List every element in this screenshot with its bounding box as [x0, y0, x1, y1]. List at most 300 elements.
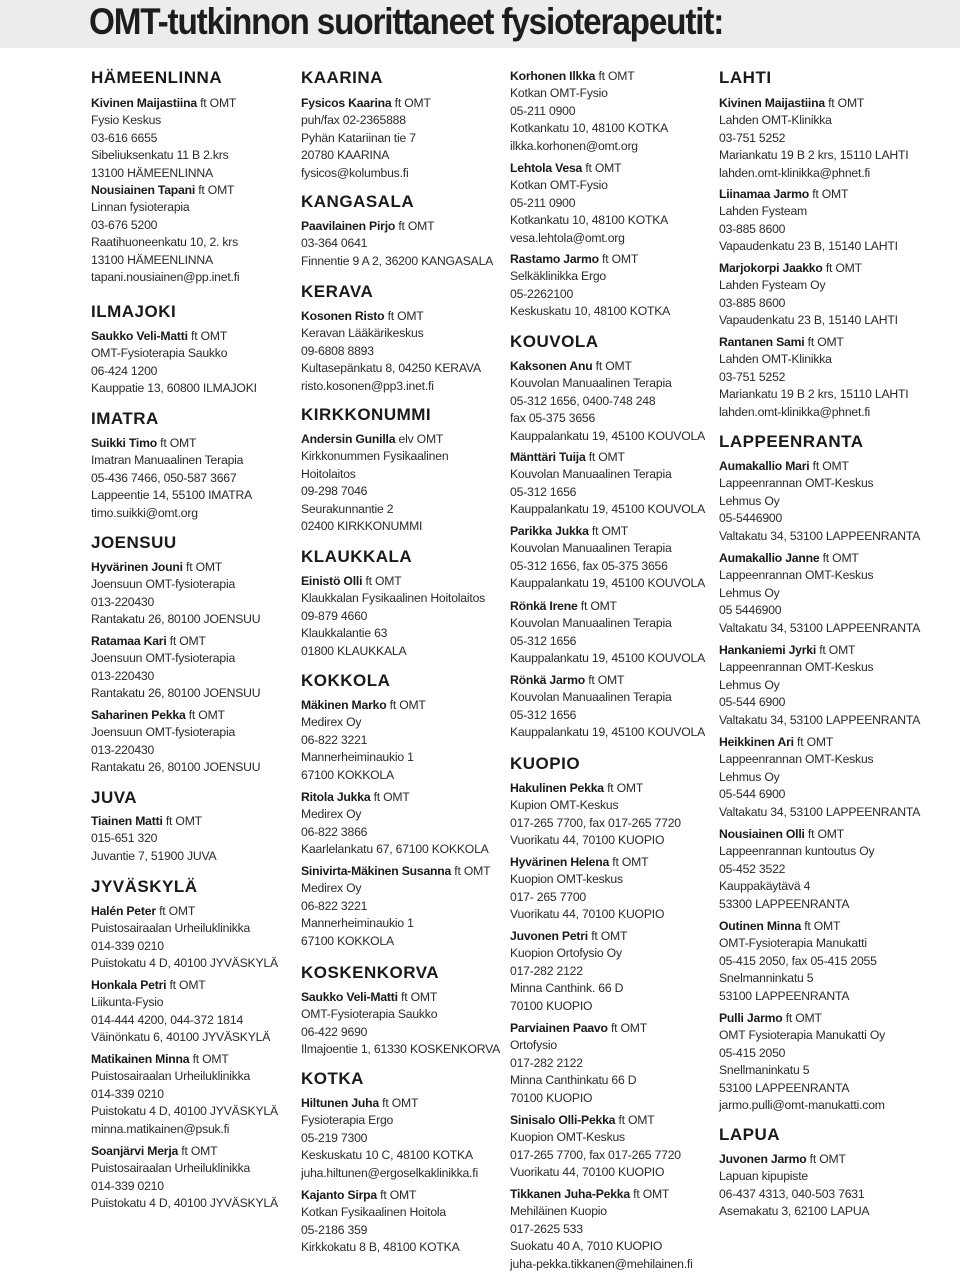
contact-line: 06-437 4313, 040-503 7631 — [719, 1186, 865, 1201]
therapist-entry — [719, 1010, 885, 1114]
therapist-name: Saukko Veli-Matti — [91, 329, 188, 343]
therapist-entry — [91, 813, 216, 865]
therapist-title: ft OMT — [797, 735, 834, 749]
contact-line: 09-879 4660 — [301, 608, 368, 623]
contact-line: Liikunta-Fysio — [91, 995, 164, 1010]
therapist-name-line — [719, 918, 877, 935]
therapist-name: Hakulinen Pekka — [510, 781, 604, 795]
contact-line: puh/fax 02-2365888 — [301, 113, 406, 128]
title-banner — [0, 0, 960, 48]
contact-line: Klaukkalan Fysikaalinen Hoitolaitos — [301, 591, 486, 606]
contact-line: 06-822 3221 — [301, 732, 368, 747]
contact-line: 017-282 2122 — [510, 963, 583, 978]
contact-line: Rantakatu 26, 80100 JOENSUU — [91, 760, 261, 775]
contact-line: 05 5446900 — [719, 603, 782, 618]
therapist-name-line — [301, 431, 448, 448]
therapist-title: ft OMT — [191, 329, 228, 343]
therapist-entry — [719, 918, 877, 1005]
contact-line: Lahden Fysteam — [719, 204, 807, 219]
therapist-name-line — [301, 1187, 460, 1204]
therapist-title: ft OMT — [181, 1144, 218, 1158]
contact-line: 013-220430 — [91, 594, 155, 609]
city-heading: LAPPEENRANTA — [719, 432, 864, 451]
city-heading: JUVA — [91, 788, 138, 807]
city-heading: KOUVOLA — [510, 332, 599, 351]
contact-line: Keravan Lääkärikeskus — [301, 326, 424, 341]
therapist-name-line — [91, 1051, 278, 1068]
therapist-entry — [91, 182, 239, 286]
therapist-name-line — [91, 435, 252, 452]
therapist-name: Halén Peter — [91, 904, 156, 918]
email-link[interactable]: ilkka.korhonen@omt.org — [510, 138, 638, 153]
contact-line: Kuopion Ortofysio Oy — [510, 946, 622, 961]
contact-line: Kauppalankatu 19, 45100 KOUVOLA — [510, 428, 706, 443]
contact-line: Kauppalankatu 19, 45100 KOUVOLA — [510, 576, 706, 591]
therapist-name-line — [91, 328, 257, 345]
contact-line: Kotkan Fysikaalinen Hoitola — [301, 1205, 446, 1220]
therapist-entry — [719, 186, 898, 256]
contact-line: 01800 KLAUKKALA — [301, 643, 407, 658]
contact-line: Lahden OMT-Klinikka — [719, 113, 832, 128]
contact-line: Lapuan kipupiste — [719, 1169, 808, 1184]
therapist-name-line — [510, 1186, 693, 1203]
contact-line: Puistosairaalan Urheiluklinikka — [91, 1069, 251, 1084]
therapist-entry — [510, 854, 664, 924]
contact-line: 03-751 5252 — [719, 369, 786, 384]
therapist-entry — [91, 435, 252, 522]
therapist-title: ft OMT — [612, 855, 649, 869]
contact-line: Minna Canthinkatu 66 D — [510, 1073, 637, 1088]
therapist-name-line — [510, 672, 705, 689]
contact-line: Ortofysio — [510, 1038, 557, 1053]
contact-line: 015-651 320 — [91, 831, 158, 846]
therapist-title: elv OMT — [398, 432, 444, 446]
contact-line: Kauppalankatu 19, 45100 KOUVOLA — [510, 725, 706, 740]
contact-line: Kaarlelankatu 67, 67100 KOKKOLA — [301, 842, 489, 857]
contact-line: Keskuskatu 10, 48100 KOTKA — [510, 304, 671, 319]
contact-line: Sibeliuksenkatu 11 B 2.krs — [91, 148, 229, 163]
contact-line: 05-5446900 — [719, 511, 783, 526]
contact-line: 05-436 7466, 050-587 3667 — [91, 470, 237, 485]
city-heading: KIRKKONUMMI — [301, 405, 432, 424]
contact-line: 05-2186 359 — [301, 1222, 368, 1237]
contact-line: 06-822 3221 — [301, 898, 368, 913]
contact-line: Kirkkonummen Fysikaalinen — [301, 449, 449, 464]
contact-line: Kotkan OMT-Fysio — [510, 86, 608, 101]
contact-line: Puistosairaalan Urheiluklinikka — [91, 1161, 251, 1176]
contact-line: 53100 LAPPEENRANTA — [719, 1080, 850, 1095]
therapist-name-line — [91, 559, 260, 576]
contact-line: 67100 KOKKOLA — [301, 933, 394, 948]
therapist-name: Einistö Olli — [301, 574, 363, 588]
therapist-name-line — [301, 789, 489, 806]
contact-line: 05-312 1656 — [510, 633, 577, 648]
therapist-entry — [510, 1186, 693, 1273]
therapist-entry — [301, 989, 500, 1059]
contact-line: 05-415 2050 — [719, 1045, 786, 1060]
email-link[interactable]: risto.kosonen@pp3.inet.fi — [301, 378, 434, 393]
contact-line: Kouvolan Manuaalinen Terapia — [510, 616, 672, 631]
therapist-name: Korhonen Ilkka — [510, 69, 596, 83]
therapist-name-line — [91, 813, 216, 830]
therapist-name-line — [719, 458, 920, 475]
contact-line: Mariankatu 19 B 2 krs, 15110 LAHTI — [719, 148, 909, 163]
therapist-name: Marjokorpi Jaakko — [719, 261, 823, 275]
therapist-name: Kajanto Sirpa — [301, 1188, 377, 1202]
contact-line: 05-415 2050, fax 05-415 2055 — [719, 953, 877, 968]
contact-line: 03-885 8600 — [719, 295, 786, 310]
contact-line: Juvantie 7, 51900 JUVA — [91, 848, 217, 863]
contact-line: Snelmanninkatu 5 — [719, 971, 814, 986]
contact-line: 70100 KUOPIO — [510, 998, 593, 1013]
city-heading: KAARINA — [301, 68, 383, 87]
therapist-name: Outinen Minna — [719, 919, 802, 933]
therapist-name: Hiltunen Juha — [301, 1096, 379, 1110]
contact-line: Kirkkokatu 8 B, 48100 KOTKA — [301, 1240, 460, 1255]
therapist-entry — [91, 1051, 278, 1138]
city-heading: ILMAJOKI — [91, 302, 177, 321]
contact-line: Kotkan OMT-Fysio — [510, 178, 608, 193]
contact-line: Klaukkalantie 63 — [301, 626, 388, 641]
contact-line: 13100 HÄMEENLINNA — [91, 252, 213, 267]
contact-line: 53300 LAPPEENRANTA — [719, 896, 850, 911]
contact-line: 03-616 6655 — [91, 130, 158, 145]
city-heading: IMATRA — [91, 409, 159, 428]
therapist-name: Rönkä Jarmo — [510, 673, 586, 687]
contact-line: 014-444 4200, 044-372 1814 — [91, 1012, 244, 1027]
contact-line: 09-298 7046 — [301, 484, 368, 499]
therapist-entry — [91, 95, 236, 182]
contact-line: Finnentie 9 A 2, 36200 KANGASALA — [301, 253, 494, 268]
email-link[interactable]: tapani.nousiainen@pp.inet.fi — [91, 270, 240, 285]
therapist-name-line — [719, 642, 920, 659]
therapist-entry — [91, 903, 278, 973]
therapist-name: Juvonen Jarmo — [719, 1152, 807, 1166]
therapist-entry — [510, 523, 705, 593]
contact-line: Medirex Oy — [301, 715, 362, 730]
therapist-name-line — [719, 95, 908, 112]
contact-line: Lahden Fysteam Oy — [719, 278, 826, 293]
therapist-entry — [301, 863, 490, 950]
therapist-title: ft OMT — [169, 978, 206, 992]
therapist-title: ft OMT — [365, 574, 402, 588]
therapist-title: ft OMT — [380, 1188, 417, 1202]
email-link[interactable]: juha.hiltunen@ergoselkaklinikka.fi — [301, 1165, 478, 1180]
therapist-title: ft OMT — [610, 1021, 647, 1035]
therapist-title: ft OMT — [822, 551, 859, 565]
therapist-title: ft OMT — [809, 1152, 846, 1166]
therapist-name-line — [301, 697, 426, 714]
contact-line: Lappeenrannan OMT-Keskus — [719, 568, 874, 583]
contact-line: Vapaudenkatu 23 B, 15140 LAHTI — [719, 239, 898, 254]
therapist-name: Paavilainen Pirjo — [301, 219, 396, 233]
city-heading: KOKKOLA — [301, 671, 391, 690]
therapist-title: ft OMT — [598, 69, 635, 83]
therapist-name-line — [510, 1020, 647, 1037]
contact-line: Ilmajoentie 1, 61330 KOSKENKORVA — [301, 1042, 501, 1057]
therapist-entry — [510, 68, 668, 155]
contact-line: Lehmus Oy — [719, 493, 780, 508]
contact-line: 13100 HÄMEENLINNA — [91, 165, 213, 180]
therapist-name-line — [719, 334, 908, 351]
therapist-entry — [91, 559, 260, 629]
contact-line: Kotkankatu 10, 48100 KOTKA — [510, 121, 669, 136]
therapist-title: ft OMT — [588, 450, 625, 464]
city-heading: KOTKA — [301, 1069, 364, 1088]
therapist-entry — [510, 449, 705, 519]
therapist-name: Parikka Jukka — [510, 524, 589, 538]
therapist-title: ft OMT — [591, 524, 628, 538]
contact-line: 017-282 2122 — [510, 1055, 583, 1070]
therapist-name: Heikkinen Ari — [719, 735, 794, 749]
therapist-entry — [301, 308, 481, 395]
contact-line: Medirex Oy — [301, 807, 362, 822]
therapist-entry — [719, 1151, 869, 1221]
therapist-title: ft OMT — [389, 698, 426, 712]
therapist-entry — [510, 928, 627, 1015]
contact-line: Lehmus Oy — [719, 677, 780, 692]
email-link[interactable]: timo.suikki@omt.org — [91, 505, 198, 520]
contact-line: Rantakatu 26, 80100 JOENSUU — [91, 612, 261, 627]
therapist-name: Kosonen Risto — [301, 309, 385, 323]
contact-line: 53100 LAPPEENRANTA — [719, 988, 850, 1003]
contact-line: 05-211 0900 — [510, 195, 576, 210]
therapist-title: ft OMT — [825, 261, 862, 275]
contact-line: 017-265 7700, fax 017-265 7720 — [510, 815, 681, 830]
therapist-title: ft OMT — [188, 708, 225, 722]
therapist-entry — [510, 160, 668, 247]
contact-line: Kauppalankatu 19, 45100 KOUVOLA — [510, 651, 706, 666]
city-heading: LAPUA — [719, 1125, 781, 1144]
therapist-entry — [91, 977, 270, 1047]
page-title: OMT-tutkinnon suorittaneet fysioterapeutit: — [89, 1, 724, 42]
contact-line: 05-452 3522 — [719, 861, 786, 876]
therapist-entry — [510, 672, 705, 742]
contact-line: 05-312 1656, fax 05-375 3656 — [510, 558, 668, 573]
contact-line: 02400 KIRKKONUMMI — [301, 519, 423, 534]
contact-line: Kouvolan Manuaalinen Terapia — [510, 541, 672, 556]
contact-line: Vuorikatu 44, 70100 KUOPIO — [510, 833, 665, 848]
therapist-entry — [719, 458, 920, 545]
therapist-title: ft OMT — [633, 1187, 670, 1201]
therapist-entry — [301, 789, 489, 859]
therapist-entry — [719, 734, 920, 821]
therapist-name-line — [91, 1143, 278, 1160]
therapist-entry — [91, 707, 260, 777]
therapist-name: Rastamo Jarmo — [510, 252, 599, 266]
therapist-name: Nousiainen Olli — [719, 827, 805, 841]
therapist-entry — [510, 251, 670, 321]
city-heading: HÄMEENLINNA — [91, 68, 223, 87]
contact-line: Joensuun OMT-fysioterapia — [91, 725, 236, 740]
therapist-entry — [719, 260, 898, 330]
therapist-name: Honkala Petri — [91, 978, 167, 992]
therapist-entry — [301, 573, 485, 660]
email-link[interactable]: lahden.omt-klinikka@phnet.fi — [719, 165, 871, 180]
therapist-entry — [719, 550, 920, 637]
contact-line: 06-822 3866 — [301, 824, 368, 839]
therapist-name: Sinisalo Olli-Pekka — [510, 1113, 616, 1127]
therapist-name-line — [510, 854, 664, 871]
therapist-title: ft OMT — [401, 990, 438, 1004]
contact-line: Väinönkatu 6, 40100 JYVÄSKYLÄ — [91, 1030, 271, 1045]
contact-line: Valtakatu 34, 53100 LAPPEENRANTA — [719, 620, 921, 635]
therapist-name-line — [719, 260, 898, 277]
contact-line: Valtakatu 34, 53100 LAPPEENRANTA — [719, 528, 921, 543]
therapist-title: ft OMT — [169, 634, 206, 648]
therapist-name: Tikkanen Juha-Pekka — [510, 1187, 630, 1201]
contact-line: 05-544 6900 — [719, 695, 786, 710]
therapist-name-line — [719, 734, 920, 751]
contact-line: Puistosairaalan Urheiluklinikka — [91, 921, 251, 936]
contact-line: Vuorikatu 44, 70100 KUOPIO — [510, 907, 665, 922]
contact-line: Selkäklinikka Ergo — [510, 269, 606, 284]
contact-line: Lappeenrannan OMT-Keskus — [719, 660, 874, 675]
therapist-name-line — [91, 633, 260, 650]
city-heading: KERAVA — [301, 282, 374, 301]
therapist-title: ft OMT — [807, 335, 844, 349]
contact-line: 05-211 0900 — [510, 103, 576, 118]
contact-line: 014-339 0210 — [91, 1178, 164, 1193]
contact-line: 67100 KOKKOLA — [301, 767, 394, 782]
therapist-name: Fysicos Kaarina — [301, 96, 392, 110]
therapist-name-line — [301, 1095, 478, 1112]
therapist-entry — [91, 328, 257, 398]
therapist-name: Kaksonen Anu — [510, 359, 593, 373]
contact-line: 05-312 1656 — [510, 707, 577, 722]
contact-line: Puistokatu 4 D, 40100 JYVÄSKYLÄ — [91, 1104, 278, 1119]
contact-line: Valtakatu 34, 53100 LAPPEENRANTA — [719, 712, 921, 727]
email-link[interactable]: minna.matikainen@psuk.fi — [91, 1121, 230, 1136]
contact-line: Kuopion OMT-Keskus — [510, 1130, 625, 1145]
therapist-name-line — [510, 523, 705, 540]
contact-line: 06-424 1200 — [91, 363, 158, 378]
therapist-name-line — [91, 977, 270, 994]
therapist-entry — [510, 780, 681, 850]
contact-line: Imatran Manuaalinen Terapia — [91, 453, 244, 468]
contact-line: Asemakatu 3, 62100 LAPUA — [719, 1204, 870, 1219]
contact-line: Kouvolan Manuaalinen Terapia — [510, 376, 672, 391]
therapist-title: ft OMT — [159, 904, 196, 918]
therapist-title: ft OMT — [804, 919, 841, 933]
contact-line: 70100 KUOPIO — [510, 1090, 593, 1105]
therapist-title: ft OMT — [819, 643, 856, 657]
therapist-title: ft OMT — [580, 599, 617, 613]
therapist-name: Tiainen Matti — [91, 814, 163, 828]
contact-line: Snellmaninkatu 5 — [719, 1063, 810, 1078]
therapist-name: Liinamaa Jarmo — [719, 187, 809, 201]
therapist-title: ft OMT — [812, 459, 849, 473]
contact-line: Kauppalankatu 19, 45100 KOUVOLA — [510, 502, 706, 517]
email-link[interactable]: vesa.lehtola@omt.org — [510, 230, 625, 245]
therapist-entry — [719, 642, 920, 729]
city-heading: JYVÄSKYLÄ — [91, 877, 198, 896]
contact-line: Lehmus Oy — [719, 769, 780, 784]
contact-line: 017-265 7700, fax 017-265 7720 — [510, 1147, 681, 1162]
email-link[interactable]: juha-pekka.tikkanen@mehilainen.fi — [510, 1256, 693, 1271]
city-heading: KOSKENKORVA — [301, 963, 440, 982]
contact-line: Mehiläinen Kuopio — [510, 1204, 607, 1219]
contact-line: Fysioterapia Ergo — [301, 1113, 394, 1128]
contact-line: Lappeenrannan kuntoutus Oy — [719, 844, 875, 859]
contact-line: Keskuskatu 10 C, 48100 KOTKA — [301, 1148, 473, 1163]
contact-line: Mannerheiminaukio 1 — [301, 916, 414, 931]
therapist-name-line — [510, 160, 668, 177]
therapist-title: ft OMT — [373, 790, 410, 804]
therapist-entry — [510, 358, 705, 445]
therapist-name: Aumakallio Mari — [719, 459, 810, 473]
therapist-title: ft OMT — [398, 219, 435, 233]
contact-line: fax 05-375 3656 — [510, 411, 596, 426]
contact-line: Vapaudenkatu 23 B, 15140 LAHTI — [719, 313, 898, 328]
therapist-name-line — [719, 826, 874, 843]
therapist-name: Mänttäri Tuija — [510, 450, 586, 464]
contact-line: 05-2262100 — [510, 286, 574, 301]
contact-line: Lahden OMT-Klinikka — [719, 352, 832, 367]
therapist-title: ft OMT — [828, 96, 865, 110]
therapist-title: ft OMT — [585, 161, 622, 175]
therapist-entry — [301, 218, 493, 270]
therapist-name: Juvonen Petri — [510, 929, 588, 943]
therapist-entry — [510, 1112, 681, 1182]
contact-line: 013-220430 — [91, 668, 155, 683]
contact-line: 05-312 1656 — [510, 484, 577, 499]
therapist-name-line — [510, 251, 670, 268]
therapist-name-line — [510, 780, 681, 797]
contact-line: Vuorikatu 44, 70100 KUOPIO — [510, 1165, 665, 1180]
therapist-name: Kivinen Maijastiina — [91, 96, 197, 110]
contact-line: 014-339 0210 — [91, 1086, 164, 1101]
therapist-name: Ratamaa Kari — [91, 634, 167, 648]
email-link[interactable]: fysicos@kolumbus.fi — [301, 165, 409, 180]
contact-line: Lappeentie 14, 55100 IMATRA — [91, 488, 253, 503]
contact-line: OMT-Fysioterapia Manukatti — [719, 936, 867, 951]
therapist-entry — [510, 1020, 647, 1107]
contact-line: Linnan fysioterapia — [91, 200, 190, 215]
therapist-name-line — [510, 928, 627, 945]
therapist-entry — [301, 1095, 478, 1182]
contact-line: Hoitolaitos — [301, 466, 356, 481]
therapist-name: Suikki Timo — [91, 436, 157, 450]
contact-line: Joensuun OMT-fysioterapia — [91, 651, 236, 666]
therapist-title: ft OMT — [812, 187, 849, 201]
therapist-name: Kivinen Maijastiina — [719, 96, 825, 110]
email-link[interactable]: lahden.omt-klinikka@phnet.fi — [719, 404, 871, 419]
therapist-name: Nousiainen Tapani — [91, 183, 196, 197]
contact-line: OMT-Fysioterapia Saukko — [91, 346, 228, 361]
therapist-name-line — [301, 863, 490, 880]
therapist-name-line — [91, 903, 278, 920]
therapist-name: Soanjärvi Merja — [91, 1144, 179, 1158]
city-heading: KLAUKKALA — [301, 547, 413, 566]
contact-line: Kotkankatu 10, 48100 KOTKA — [510, 213, 669, 228]
therapist-name: Aumakallio Janne — [719, 551, 820, 565]
city-heading: KUOPIO — [510, 754, 581, 773]
contact-line: Kauppatie 13, 60800 ILMAJOKI — [91, 381, 257, 396]
therapist-name: Rönkä Irene — [510, 599, 578, 613]
therapist-title: ft OMT — [186, 560, 223, 574]
contact-line: Puistokatu 4 D, 40100 JYVÄSKYLÄ — [91, 1196, 278, 1211]
therapist-entry — [719, 826, 874, 913]
therapist-name: Parviainen Paavo — [510, 1021, 608, 1035]
contact-line: 03-885 8600 — [719, 221, 786, 236]
therapist-name-line — [91, 182, 239, 199]
therapist-name-line — [719, 186, 898, 203]
email-link[interactable]: jarmo.pulli@omt-manukatti.com — [719, 1098, 885, 1113]
therapist-title: ft OMT — [607, 781, 644, 795]
therapist-name-line — [719, 1010, 885, 1027]
therapist-title: ft OMT — [198, 183, 235, 197]
